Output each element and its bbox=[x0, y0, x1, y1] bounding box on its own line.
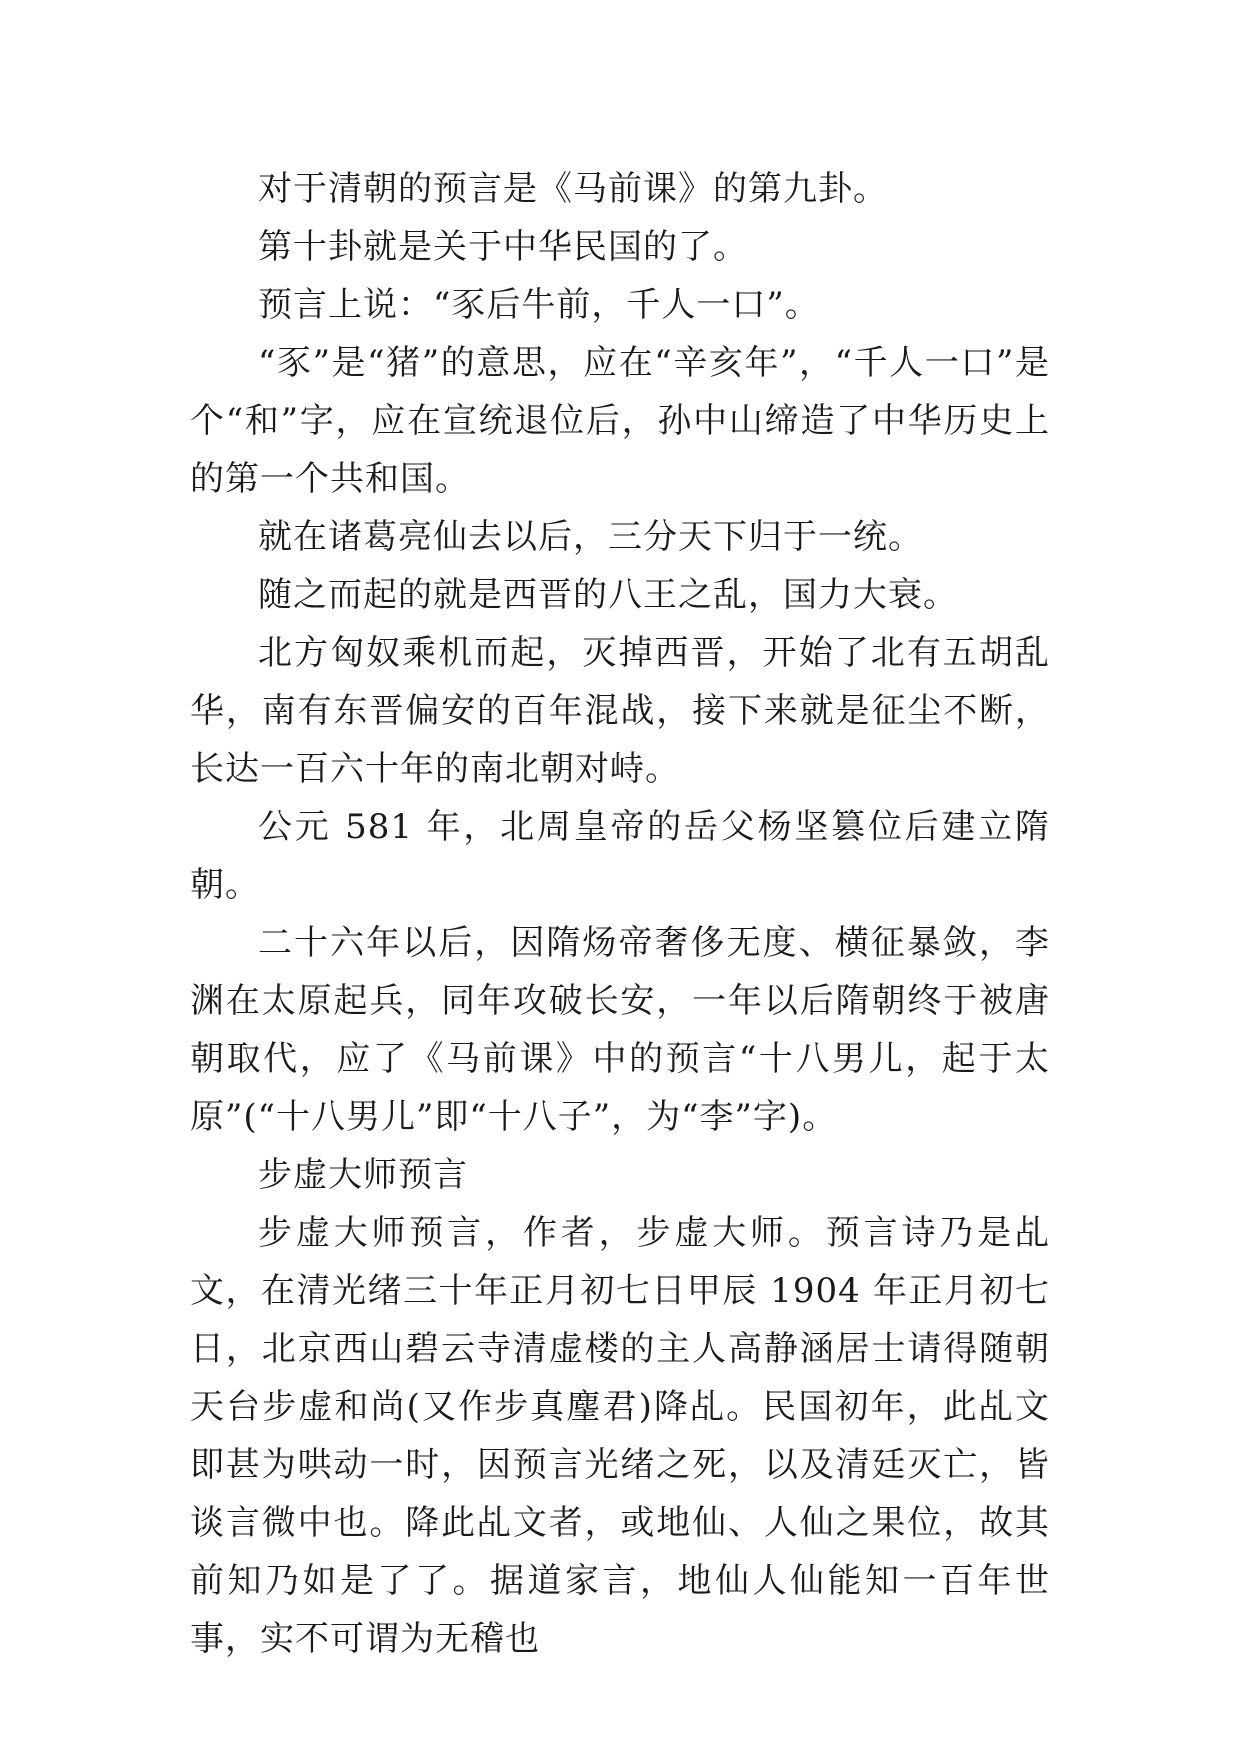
paragraph: 北方匈奴乘机而起，灭掉西晋，开始了北有五胡乱华，南有东晋偏安的百年混战，接下来就是征尘不断，长达一百六十年的南北朝对峙。 bbox=[190, 633, 1050, 789]
paragraph: “豕”是“猪”的意思，应在“辛亥年”，“千人一口”是个“和”字，应在宣统退位后，孙中山缔造了中华历史上的第一个共和国。 bbox=[190, 343, 1050, 499]
section-heading: 步虚大师预言 bbox=[258, 1155, 468, 1195]
paragraph: 公元 581 年，北周皇帝的岳父杨坚篡位后建立隋朝。 bbox=[190, 807, 1050, 905]
paragraph: 对于清朝的预言是《马前课》的第九卦。 bbox=[258, 169, 888, 209]
paragraph: 第十卦就是关于中华民国的了。 bbox=[258, 227, 748, 267]
paragraph: 预言上说：“豕后牛前，千人一口”。 bbox=[258, 285, 820, 325]
paragraph: 就在诸葛亮仙去以后，三分天下归于一统。 bbox=[258, 517, 923, 557]
paragraph: 步虚大师预言，作者，步虚大师。预言诗乃是乩文，在清光绪三十年正月初七日甲辰 1904 年正月初七日，北京西山碧云寺清虚楼的主人高静涵居士请得随朝天台步虚和尚(又作步真麈君)降乩。民国初年，此乩文即甚为哄动一时，因预言光绪之死，以及清廷灭亡，皆谈言微中也。降此乩文者，或地仙、人仙之果位，故其前知乃如是了了。据道家言，地仙人仙能知一百年世事，实不可谓为无稽也 bbox=[190, 1213, 1050, 1659]
document-body bbox=[190, 160, 1050, 1668]
paragraph: 随之而起的就是西晋的八王之乱，国力大衰。 bbox=[258, 575, 958, 615]
paragraph: 二十六年以后，因隋炀帝奢侈无度、横征暴敛，李渊在太原起兵，同年攻破长安，一年以后隋朝终于被唐朝取代，应了《马前课》中的预言“十八男儿，起于太原”(“十八男儿”即“十八子”，为“李”字)。 bbox=[190, 923, 1050, 1137]
